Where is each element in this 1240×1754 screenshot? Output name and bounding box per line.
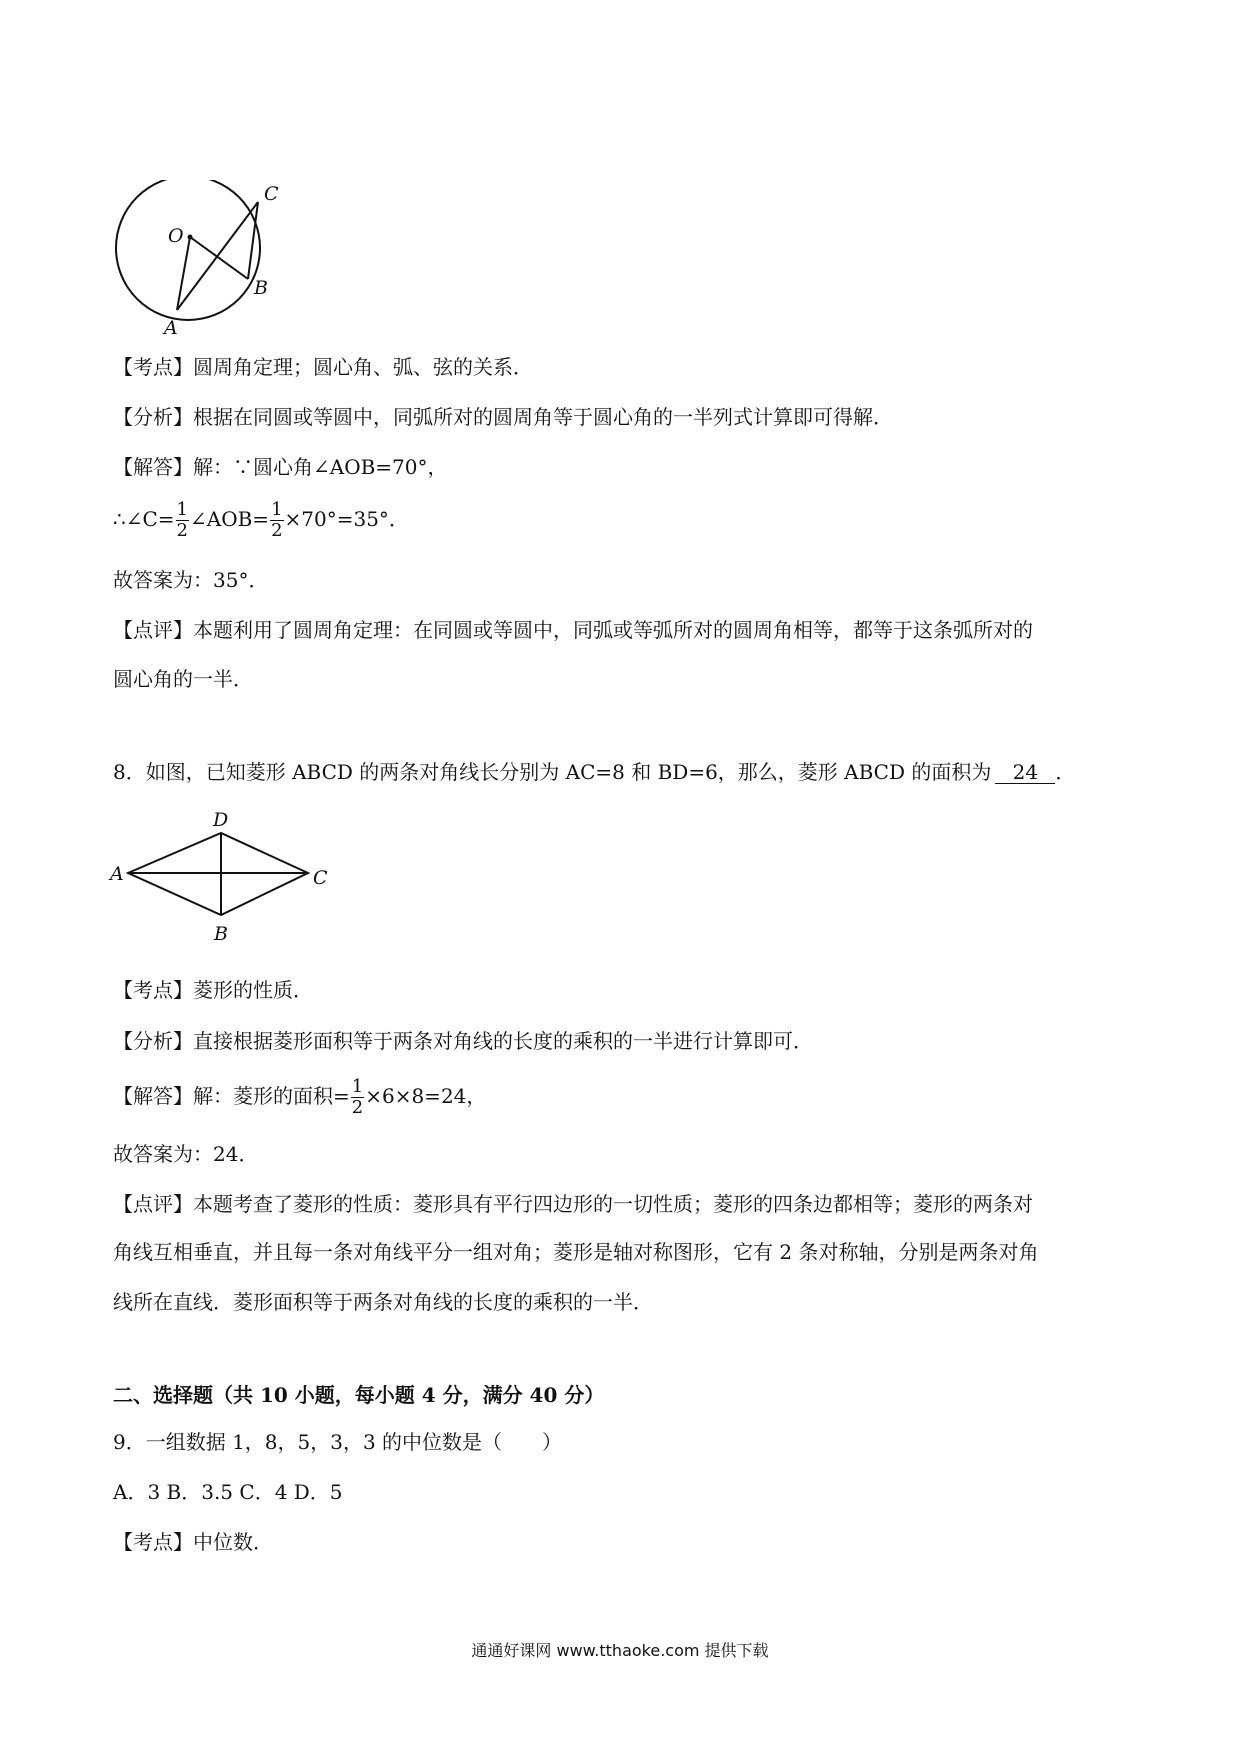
fraction-denominator: 2	[176, 520, 188, 541]
q7-jieda-suffix: ×70°=35°．	[284, 507, 409, 531]
circle-figure	[108, 180, 288, 340]
segment-AC	[177, 202, 258, 310]
q7-answer: 故答案为：35°．	[113, 568, 269, 592]
q8-fraction	[351, 1077, 364, 1118]
q8-jieda-prefix: 【解答】解：菱形的面积=	[113, 1084, 350, 1108]
fraction-numerator: 1	[176, 499, 188, 520]
label-A: A	[164, 317, 178, 339]
fraction-numerator: 1	[351, 1076, 364, 1097]
q8-kaodian: 【考点】菱形的性质．	[113, 978, 313, 1002]
q9-question: 9．一组数据 1，8，5，3，3 的中位数是（ ）	[113, 1430, 563, 1454]
q7-jieda-line1: 【解答】解：∵圆心角∠AOB=70°，	[113, 455, 448, 479]
q8-dianping-line1: 【点评】本题考查了菱形的性质：菱形具有平行四边形的一切性质；菱形的四条边都相等；菱形的两条对	[113, 1192, 1033, 1216]
fraction-denominator: 2	[351, 1097, 364, 1118]
q9-kaodian: 【考点】中位数．	[113, 1530, 273, 1554]
q7-dianping-line1: 【点评】本题利用了圆周角定理：在同圆或等圆中，同弧或等弧所对的圆周角相等，都等于这条弧所对的	[113, 618, 1033, 642]
q7-fraction-1	[176, 500, 189, 541]
segment-OA	[177, 237, 190, 310]
fraction-denominator: 2	[271, 520, 283, 541]
label-B: B	[254, 277, 268, 299]
q7-fraction-2	[270, 500, 283, 541]
section-title: 二、选择题（共 10 小题，每小题 4 分，满分 40 分）	[113, 1383, 605, 1407]
q8-question-end: ．	[1055, 760, 1076, 784]
q7-jieda-mid: ∠AOB=	[190, 507, 270, 531]
center-point-O	[188, 235, 193, 240]
q7-dianping-line2: 圆心角的一半．	[113, 667, 253, 691]
label-D: D	[213, 809, 229, 831]
q8-dianping-line3: 线所在直线．菱形面积等于两条对角线的长度的乘积的一半．	[113, 1290, 653, 1314]
q8-fenxi: 【分析】直接根据菱形面积等于两条对角线的长度的乘积的一半进行计算即可．	[113, 1029, 813, 1053]
q7-jieda-prefix: ∴∠C=	[113, 507, 175, 531]
rhombus-figure	[108, 800, 338, 948]
fraction-numerator: 1	[271, 499, 283, 520]
q8-dianping-line2: 角线互相垂直，并且每一条对角线平分一组对角；菱形是轴对称图形，它有 2 条对称轴，分别是两条对角	[113, 1240, 1039, 1264]
label-A: A	[110, 863, 124, 885]
q8-jieda	[113, 1077, 486, 1118]
q8-jieda-suffix: ×6×8=24，	[365, 1084, 487, 1108]
q8-question	[113, 760, 1075, 784]
q8-answer-blank: 24	[995, 761, 1055, 784]
q8-answer: 故答案为：24．	[113, 1142, 259, 1166]
label-O: O	[168, 225, 184, 247]
q8-question-text: 8．如图，已知菱形 ABCD 的两条对角线长分别为 AC=8 和 BD=6，那么，菱形 ABCD 的面积为	[113, 760, 992, 784]
q9-options: A．3 B．3.5 C．4 D．5	[113, 1480, 343, 1504]
q7-kaodian: 【考点】圆周角定理；圆心角、弧、弦的关系．	[113, 355, 533, 379]
label-C: C	[264, 183, 279, 205]
label-B: B	[214, 923, 228, 945]
q7-fenxi: 【分析】根据在同圆或等圆中，同弧所对的圆周角等于圆心角的一半列式计算即可得解．	[113, 405, 893, 429]
segment-OB	[190, 237, 248, 279]
page-footer: 通通好课网 www.tthaoke.com 提供下载	[471, 1641, 769, 1660]
label-C: C	[313, 867, 328, 889]
q7-jieda-line2	[113, 500, 409, 541]
